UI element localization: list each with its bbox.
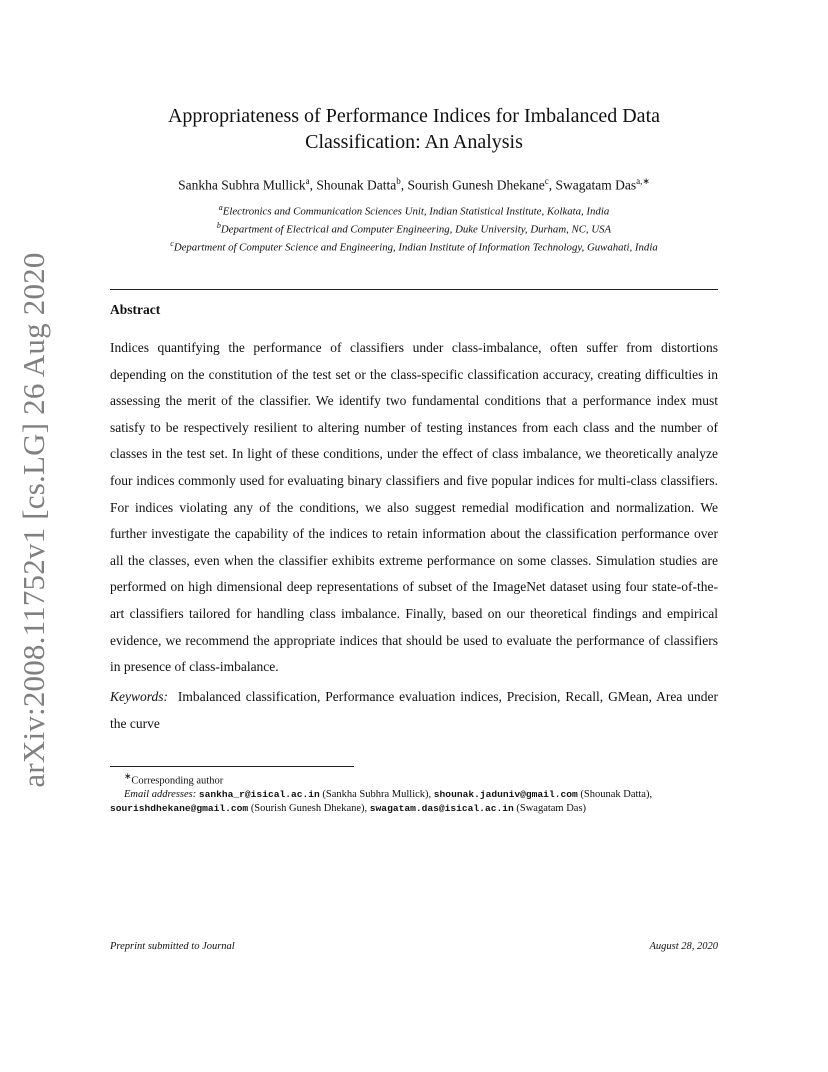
author-name: Shounak Datta (316, 177, 397, 193)
keywords-label: Keywords: (110, 689, 168, 704)
corresponding-mark: ∗ (124, 771, 132, 781)
affiliation-item (100, 219, 728, 237)
title-line-1: Appropriateness of Performance Indices for Imbalanced Data (167, 105, 660, 127)
title-line-2: Classification: An Analysis (305, 131, 523, 153)
keywords-text: Imbalanced classification, Performance evaluation indices, Precision, Recall, GMean, Area under the curve (110, 689, 719, 731)
email-link[interactable]: sourishdhekane@gmail.com (110, 802, 249, 814)
email-label: Email addresses: (124, 789, 197, 801)
preprint-date: August 28, 2020 (649, 941, 718, 952)
affiliation-mark: c (170, 239, 174, 249)
affiliation-item (100, 201, 728, 219)
email-owner: (Shounak Datta), (580, 789, 653, 801)
affiliation-mark: b (216, 221, 221, 231)
keywords (110, 684, 718, 737)
affiliation-item (100, 237, 728, 255)
author-affil-mark: c (544, 176, 549, 186)
email-link[interactable]: sankha_r@isical.ac.in (198, 789, 320, 801)
email-owner: (Sankha Subhra Mullick), (322, 789, 432, 801)
header-rule (110, 289, 718, 290)
corresponding-note (110, 770, 718, 788)
author-affil-mark: a,∗ (636, 176, 650, 186)
email-list (110, 788, 718, 815)
email-link[interactable]: shounak.jaduniv@gmail.com (433, 789, 578, 801)
email-owner: (Sourish Gunesh Dhekane), (250, 802, 368, 814)
email-link[interactable]: swagatam.das@isical.ac.in (369, 802, 514, 814)
paper-title (110, 103, 718, 155)
affiliation-text: Electronics and Communication Sciences Unit, Indian Statistical Institute, Kolkata, India (222, 205, 610, 218)
affiliation-text: Department of Electrical and Computer Engineering, Duke University, Durham, NC, USA (220, 223, 612, 236)
arxiv-stamp: arXiv:2008.11752v1 [cs.LG] 26 Aug 2020 (16, 252, 51, 788)
affiliation-list (100, 201, 728, 255)
preprint-note: Preprint submitted to Journal (110, 941, 235, 952)
author-name: Sankha Subhra Mullick (178, 177, 306, 193)
author-affil-mark: a (305, 176, 310, 186)
corresponding-text: Corresponding author (131, 775, 224, 787)
footnote (110, 770, 718, 815)
author-affil-mark: b (396, 176, 401, 186)
abstract-heading: Abstract (110, 302, 161, 317)
affiliation-text: Department of Computer Science and Engineering, Indian Institute of Information Technology, Guwahati, India (173, 241, 658, 254)
author-list: Sankha Subhra Mullick$^a$, Shounak Datta$^b$, Sourish Gunesh Dhekane$^c$, Swagatam Das$^{a,∗}$ (178, 176, 650, 193)
author-name: Swagatam Das (555, 177, 637, 193)
abstract-body: Indices quantifying the performance of classifiers under class-imbalance, often suffer from distortions depending on the constitution of the test set or the class-specific classification accuracy, creating difficulties in assessing the merit of the classifier. We identify two fundamental conditions that a performance index must satisfy to be respectively resilient to altering number of testing instances from each class and the number of classes in the test set. In light of these conditions, under the effect of class imbalance, we theoretically analyze four indices commonly used for evaluating binary classifiers and five popular indices for multi-class classifiers. For indices violating any of the conditions, we also suggest remedial modification and normalization. We further investigate the capability of the indices to retain information about the classification performance over all the classes, even when the classifier exhibits extreme performance on some classes. Simulation studies are performed on high dimensional deep representations of subset of the ImageNet dataset using four state-of-the-art classifiers tailored for handling class imbalance. Finally, based on our theoretical findings and empirical evidence, we recommend the appropriate indices that should be used to evaluate the performance of classifiers in presence of class-imbalance. (110, 340, 718, 675)
author-name: Sourish Gunesh Dhekane (407, 177, 545, 193)
email-owner: (Swagatam Das) (516, 802, 587, 814)
affiliation-mark: a (218, 203, 223, 212)
footnote-rule (110, 766, 354, 767)
